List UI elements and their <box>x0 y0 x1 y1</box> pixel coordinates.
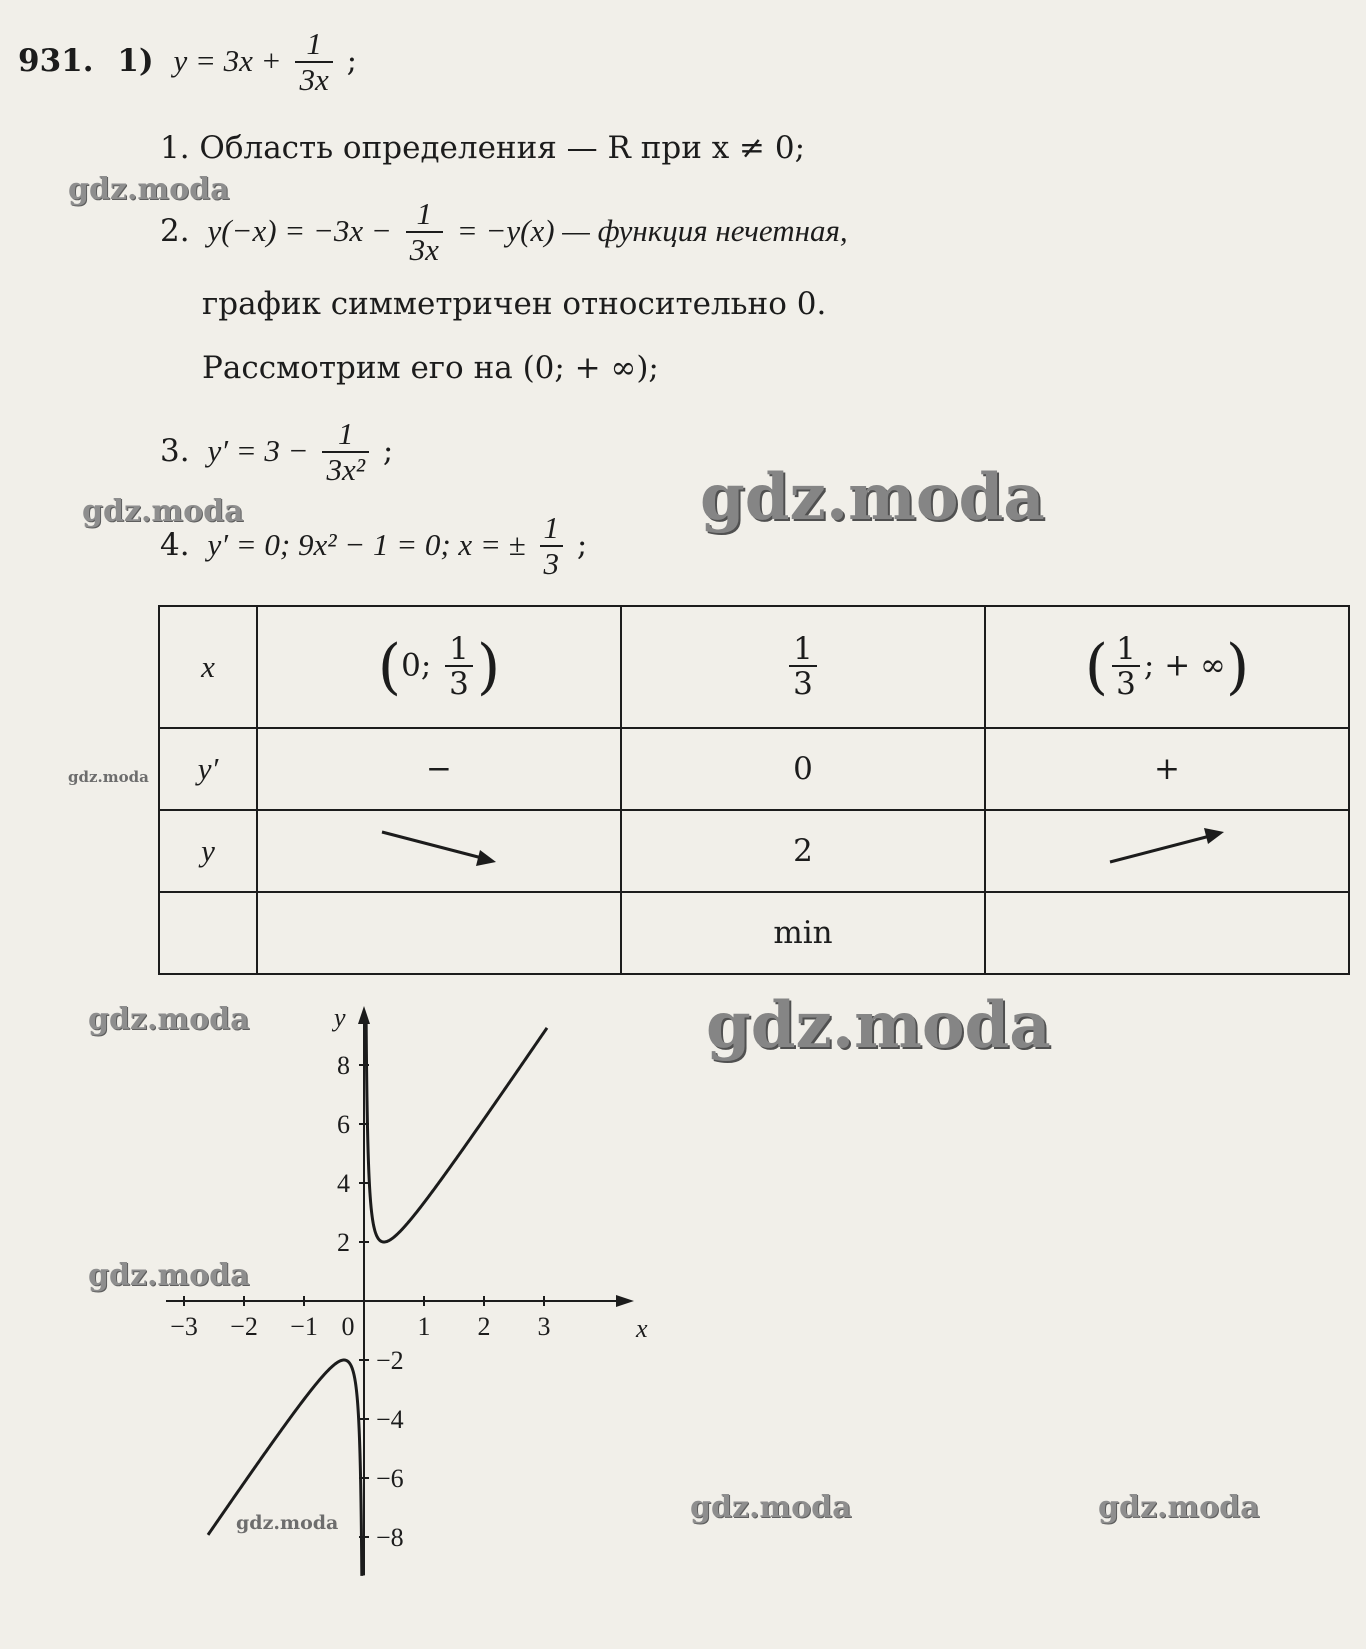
yprime-sign-2: + <box>985 728 1349 810</box>
interval-2-num: 1 <box>1112 633 1140 668</box>
watermark: gdz.moda <box>690 1490 852 1525</box>
watermark: gdz.moda <box>88 1002 250 1037</box>
step-3-number: 3. <box>160 432 190 469</box>
step-4-frac-num: 1 <box>540 512 564 547</box>
interval-1-den: 3 <box>449 666 469 703</box>
y-tick-label: 4 <box>337 1169 350 1198</box>
y-tick-label: −4 <box>376 1405 404 1434</box>
interval-1-start: 0; <box>401 647 432 684</box>
step-2-line-2: график симметричен относительно 0. <box>202 286 827 322</box>
x-tick-label: −3 <box>170 1312 198 1341</box>
x-tick-label: −1 <box>290 1312 318 1341</box>
interval-2-den: 3 <box>1116 666 1136 703</box>
y-tick-label: −6 <box>376 1464 404 1493</box>
step-4-end: ; <box>576 526 588 563</box>
watermark: gdz.moda <box>700 460 1045 535</box>
extremum-min-label: min <box>621 892 985 974</box>
row-header-yprime: y′ <box>159 728 257 810</box>
interval-2-end: ; + ∞ <box>1143 647 1226 684</box>
y-tick-label: 6 <box>337 1110 350 1139</box>
watermark: gdz.moda <box>236 1512 339 1534</box>
function-frac-den: 3x <box>299 61 329 97</box>
row-header-x: x <box>159 606 257 728</box>
watermark: gdz.moda <box>82 494 244 529</box>
step-4-frac-den: 3 <box>543 545 559 581</box>
cell-interval-1: (0; $\frac{1}{3}$ ) <box>257 606 621 728</box>
step-2-frac-den: 3x <box>409 231 439 267</box>
y-tick-label: 8 <box>337 1051 350 1080</box>
x-tick-label: 2 <box>477 1312 491 1341</box>
curve-branch-1 <box>366 1021 547 1242</box>
y-axis-arrow <box>358 1006 370 1024</box>
watermark: gdz.moda <box>1098 1490 1260 1525</box>
step-2-lhs: y(−x) = −3x − <box>207 212 392 248</box>
watermark: gdz.moda <box>68 172 230 207</box>
y-tick-label: −8 <box>376 1523 404 1552</box>
step-4-text: y′ = 0; 9x² − 1 = 0; x = ± <box>207 526 526 562</box>
yprime-zero: 0 <box>621 728 985 810</box>
yprime-sign-1: − <box>257 728 621 810</box>
watermark: gdz.moda <box>88 1258 250 1293</box>
y-axis-label: y <box>334 1003 346 1032</box>
x-tick-label: −2 <box>230 1312 258 1341</box>
step-3-lhs: y′ = 3 − <box>207 432 309 468</box>
function-lhs: y = 3x + <box>173 42 282 78</box>
y-min-value: 2 <box>621 810 985 892</box>
critical-point-num: 1 <box>789 633 817 668</box>
step-3-frac-den: 3x² <box>326 451 365 487</box>
step-1: 1. Область определения — R при x ≠ 0; <box>160 130 806 166</box>
problem-number: 931. <box>18 42 94 79</box>
interval-1-num: 1 <box>445 633 473 668</box>
step-2-frac-num: 1 <box>406 198 443 233</box>
step-3-frac-num: 1 <box>322 418 369 453</box>
y-tick-label: 2 <box>337 1228 350 1257</box>
step-3-end: ; <box>382 432 394 469</box>
critical-point-den: 3 <box>793 666 813 703</box>
curve-branch-2 <box>208 1360 362 1576</box>
step-2-number: 2. <box>160 212 190 249</box>
step-2-rhs: = −y(x) — функция нечетная, <box>456 212 848 248</box>
function-frac-num: 1 <box>295 28 332 63</box>
step-2-line-3: Рассмотрим его на (0; + ∞); <box>202 350 659 386</box>
y-tick-label: −2 <box>376 1346 404 1375</box>
problem-part: 1) <box>117 42 154 79</box>
cell-interval-2: ( $\frac{1}{3}$ ; + ∞) <box>985 606 1349 728</box>
x-axis-arrow <box>616 1295 634 1307</box>
x-axis-label: x <box>636 1314 648 1343</box>
step-4-number: 4. <box>160 526 190 563</box>
x-tick-label: 3 <box>537 1312 551 1341</box>
row-header-y: y <box>159 810 257 892</box>
watermark: gdz.moda <box>706 988 1051 1063</box>
x-tick-label: 0 <box>341 1312 355 1341</box>
watermark: gdz.moda <box>68 768 149 786</box>
x-tick-label: 1 <box>417 1312 431 1341</box>
function-end: ; <box>346 42 358 79</box>
